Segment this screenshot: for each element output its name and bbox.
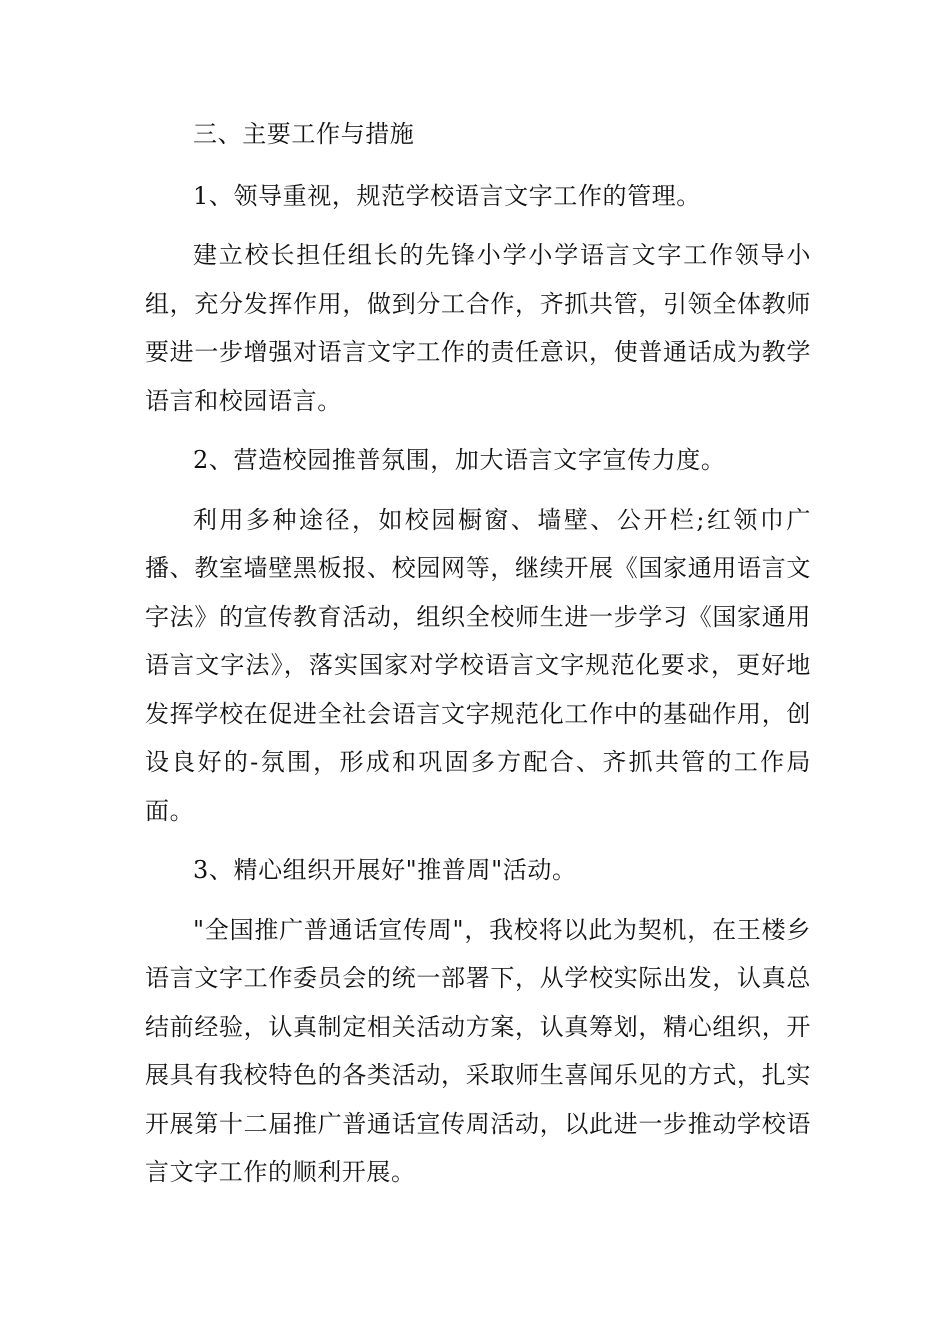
item-3-body: "全国推广普通话宣传周"，我校将以此为契机，在王楼乡语言文字工作委员会的统一部署下，从学校实际出发，认真总结前经验，认真制定相关活动方案，认真筹划，精心组织，开展具有我校特色的各类活动，采取师生喜闻乐见的方式，扎实开展第十二届推广普通话宣传周活动，以此进一步推动学校语言文字工作的顺利开展。 [145,915,811,1186]
section-heading: 三、主要工作与措施 [193,120,415,148]
item-1-title: 1、领导重视，规范学校语言文字工作的管理。 [193,181,701,210]
item-2-title: 2、营造校园推普氛围，加大语言文字宣传力度。 [193,446,726,474]
item-3-title: 3、精心组织开展好"推普周"活动。 [193,856,577,884]
document-content [145,110,811,1197]
item-2-body: 利用多种途径，如校园橱窗、墙壁、公开栏;红领巾广播、教室墙壁黑板报、校园网等，继续开展《国家通用语言文字法》的宣传教育活动，组织全校师生进一步学习《国家通用语言文字法》，落实国家对学校语言文字规范化要求，更好地发挥学校在促进全社会语言文字规范化工作中的基础作用，创设良好的-氛围，形成和巩固多方配合、齐抓共管的工作局面。 [145,505,811,825]
item-1-body: 建立校长担任组长的先锋小学小学语言文字工作领导小组，充分发挥作用，做到分工合作，齐抓共管，引领全体教师要进一步增强对语言文字工作的责任意识，使普通话成为教学语言和校园语言。 [145,241,811,415]
